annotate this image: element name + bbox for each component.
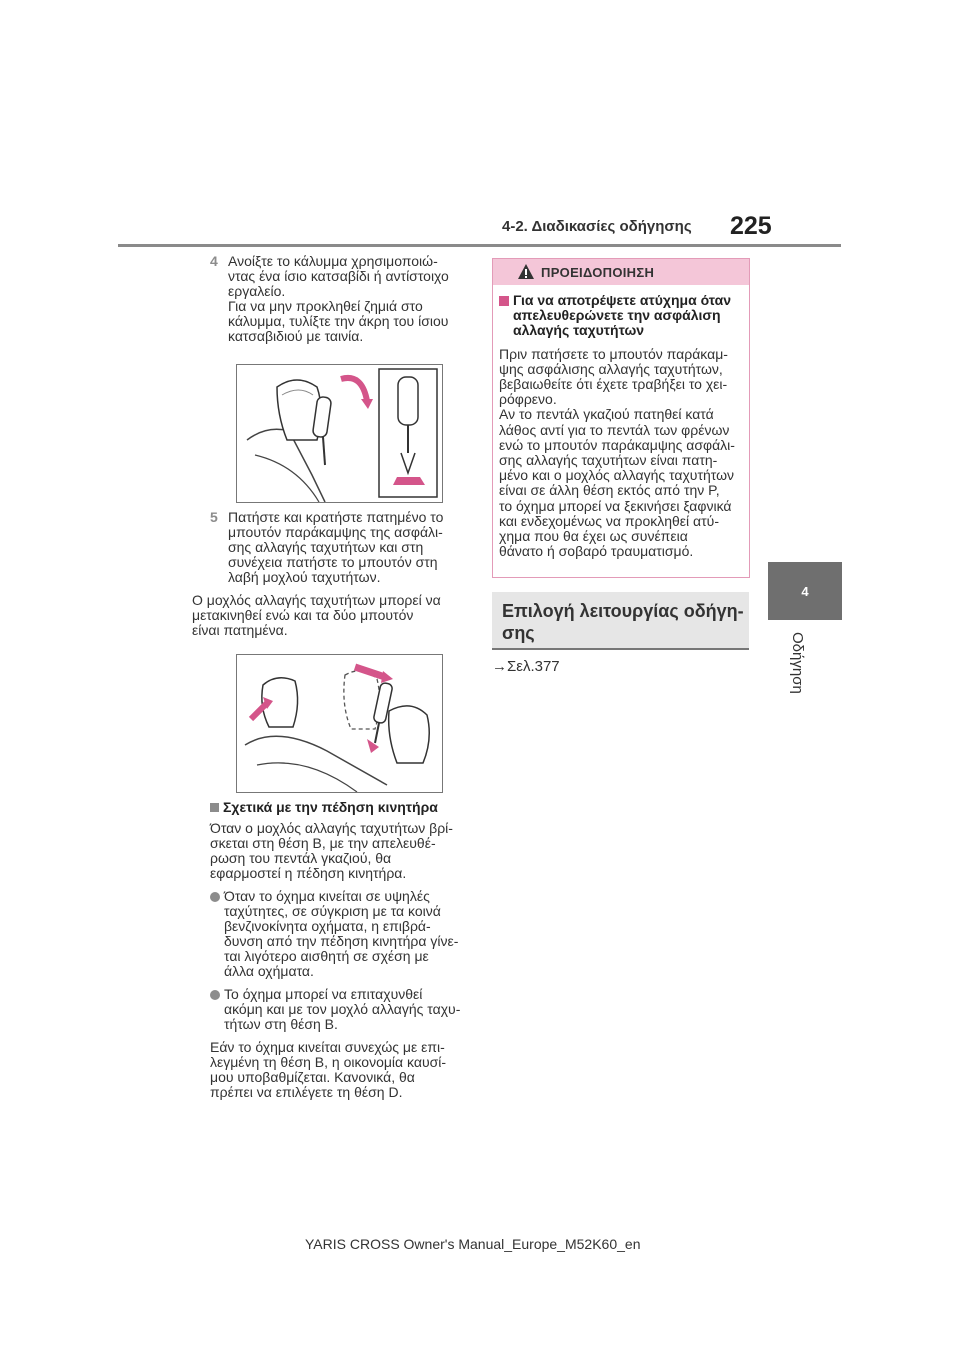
text-line: κάλυμμα, τυλίξτε την άκρη του ίσιου <box>228 313 449 329</box>
text-line: μπουτόν παράκαμψης της ασφάλι- <box>228 524 443 540</box>
text-line: εφαρμοστεί η πέδηση κινητήρα. <box>210 865 407 881</box>
text-line: είναι πατημένα. <box>192 622 288 638</box>
text-line: τήτων στη θέση B. <box>224 1016 338 1032</box>
text-line: ρωση του πεντάλ γκαζιού, θα <box>210 850 392 866</box>
step-5 <box>192 509 472 638</box>
text-line: σκεται στη θέση B, με την απελευθέ- <box>210 835 436 851</box>
text-line: Για να μην προκληθεί ζημιά στο <box>228 298 423 314</box>
shift-lever-cover-illustration <box>237 365 442 502</box>
text-line: λάθος αντί για το πεντάλ των φρένων <box>499 421 730 438</box>
footer-text: YARIS CROSS Owner's Manual_Europe_M52K60_en <box>305 1236 641 1252</box>
heading-line: σης <box>502 623 535 643</box>
text-line: ταχύτητες, σε σύγκριση με τα κοινά <box>224 903 441 919</box>
text-line: βεβαιωθείτε ότι έχετε τραβήξει το χει- <box>499 376 728 393</box>
step-number: 5 <box>210 509 218 525</box>
heading-line: Επιλογή λειτουργίας οδήγη- <box>502 601 744 621</box>
text-line: σης αλλαγής ταχυτήτων και στη <box>228 539 424 555</box>
warning-box <box>492 258 750 578</box>
section-title: 4-2. Διαδικασίες οδήγησης <box>502 218 692 235</box>
text-line: Όταν ο μοχλός αλλαγής ταχυτήτων βρί- <box>210 820 453 836</box>
figure-shift-lever <box>236 654 443 793</box>
text-line: ακόμη και με τον μοχλό αλλαγής ταχυ- <box>224 1001 461 1017</box>
bullet-item <box>210 987 472 1032</box>
square-bullet-icon <box>210 803 219 812</box>
engine-brake-section <box>210 800 472 1100</box>
text-line: δυνση από την πέδηση κινητήρα γίνε- <box>224 933 459 949</box>
text-line: Το όχημα μπορεί να επιταχυνθεί <box>224 986 423 1002</box>
chapter-tab[interactable]: 4 <box>768 562 842 620</box>
page-reference-link[interactable]: →Σελ.377 <box>492 658 560 675</box>
text-line: θάνατο ή σοβαρό τραυματισμό. <box>499 543 694 560</box>
warning-body <box>499 293 743 559</box>
text-line: το όχημα μπορεί να ξεκινήσει ξαφνικά <box>499 497 732 514</box>
step-4 <box>210 254 472 344</box>
text-line: είναι σε άλλη θέση εκτός από την P, <box>499 482 720 499</box>
header-divider <box>118 244 841 247</box>
text-line: κατσαβιδιού με ταινία. <box>228 328 364 344</box>
step-number: 4 <box>210 253 218 269</box>
warning-subheading: Για να αποτρέψετε ατύχημα όταν απελευθερώνετε την ασφάλιση αλλαγής ταχυτήτων <box>499 293 743 339</box>
text-line: Πατήστε και κρατήστε πατημένο το <box>228 509 444 525</box>
bullet-item <box>210 889 472 979</box>
text-line: βενζινοκίνητα οχήματα, η επιβρά- <box>224 918 431 934</box>
pink-square-icon <box>499 296 509 306</box>
section-heading <box>492 592 749 650</box>
text-line: Αν το πεντάλ γκαζιού πατηθεί κατά <box>499 406 714 423</box>
text-line: λαβή μοχλού ταχυτήτων. <box>228 569 381 585</box>
text-line: ρόφρενο. <box>499 391 557 408</box>
text-line: Ο μοχλός αλλαγής ταχυτήτων μπορεί να <box>192 592 441 608</box>
text-line: Ανοίξτε το κάλυμμα χρησιμοποιώ- <box>228 253 438 269</box>
text-line: και ενδεχομένως να προκληθεί ατύ- <box>499 512 719 529</box>
page-number: 225 <box>730 212 772 240</box>
text-line: εργαλείο. <box>228 283 286 299</box>
text-line: συνέχεια πατήστε το μπουτόν στη <box>228 554 438 570</box>
text-line: σης αλλαγής ταχυτήτων είναι πατη- <box>499 452 718 469</box>
warning-title: ΠΡΟΕΙΔΟΠΟΙΗΣΗ <box>541 265 655 280</box>
engine-brake-heading: Σχετικά με την πέδηση κινητήρα <box>210 800 472 815</box>
text-line: Πριν πατήσετε το μπουτόν παράκαμ- <box>499 345 728 362</box>
text-line: μετακινηθεί ενώ και τα δύο μπουτόν <box>192 607 414 623</box>
text-line: μου υποβαθμίζεται. Κανονικά, θα <box>210 1069 415 1085</box>
text-line: άλλα οχήματα. <box>224 963 314 979</box>
chapter-label: Οδήγηση <box>789 632 806 694</box>
figure-open-cover <box>236 364 443 503</box>
dot-bullet-icon <box>210 892 220 902</box>
dot-bullet-icon <box>210 990 220 1000</box>
text-line: πρέπει να επιλέγετε τη θέση D. <box>210 1084 403 1100</box>
text-line: ντας ένα ίσιο κατσαβίδι ή αντίστοιχο <box>228 268 449 284</box>
text-line: μένο και ο μοχλός αλλαγής ταχυτήτων <box>499 467 735 484</box>
text-line: ψης ασφάλισης αλλαγής ταχυτήτων, <box>499 360 723 377</box>
shift-lever-illustration <box>237 655 442 792</box>
text-line: χημα που θα έχει ως συνέπεια <box>499 528 688 545</box>
text-line: Όταν το όχημα κινείται σε υψηλές <box>224 888 430 904</box>
text-line: ται λιγότερο αισθητή σε σχέση με <box>224 948 429 964</box>
text-line: ενώ το μπουτόν παράκαμψης ασφάλι- <box>499 436 735 453</box>
warning-triangle-icon <box>517 263 535 280</box>
text-line: λεγμένη τη θέση B, η οικονομία καυσί- <box>210 1054 447 1070</box>
warning-header <box>493 259 749 285</box>
text-line: Εάν το όχημα κινείται συνεχώς με επι- <box>210 1039 445 1055</box>
